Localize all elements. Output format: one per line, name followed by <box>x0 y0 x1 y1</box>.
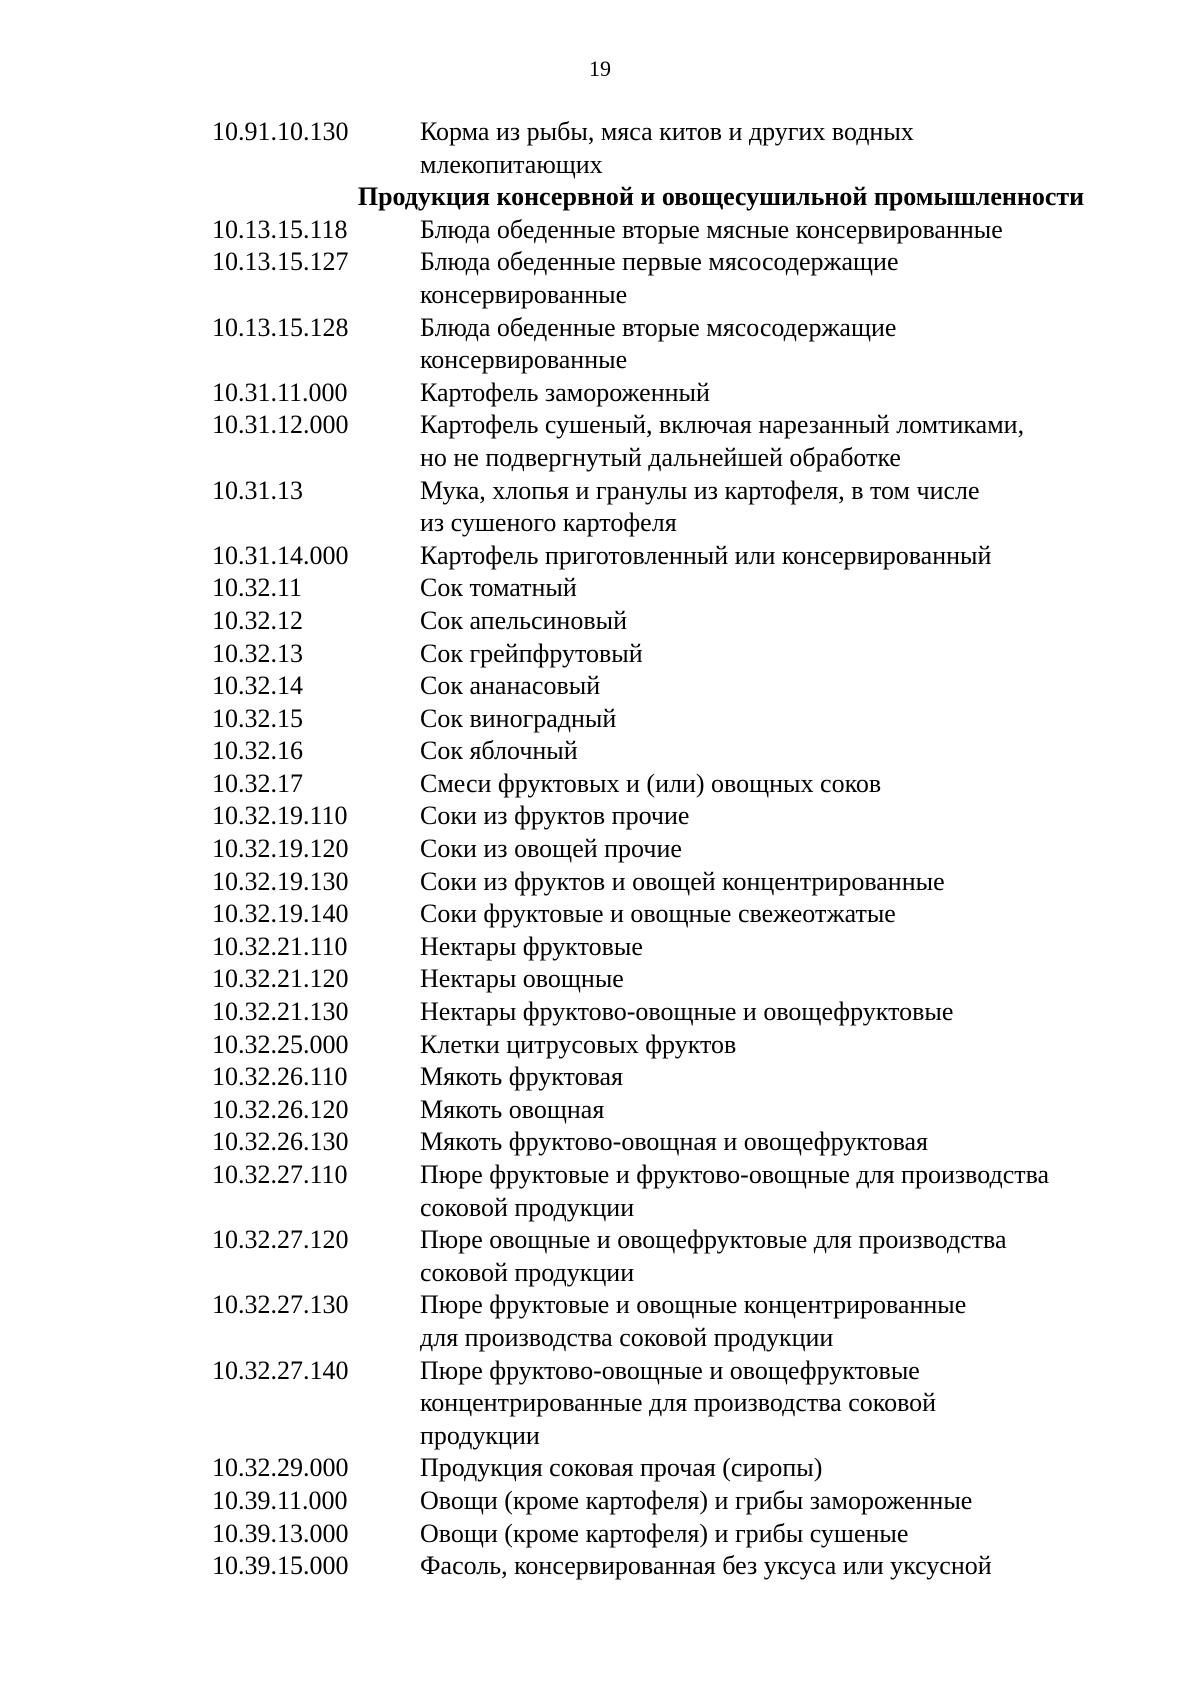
list-item <box>212 1061 1132 1094</box>
product-name: Пюре фруктово-овощные и овощефруктовые концентрированные для производства соковой продукции <box>420 1355 937 1450</box>
product-name: Нектары овощные <box>420 964 624 994</box>
product-name: Картофель приготовленный или консервированный <box>420 540 992 570</box>
list-item <box>212 768 1132 801</box>
okpd-code: 10.32.19.110 <box>212 801 348 831</box>
okpd-code: 10.32.27.140 <box>212 1355 349 1385</box>
list-item <box>212 1355 1132 1453</box>
list-item <box>212 1485 1132 1518</box>
product-name: Мука, хлопья и гранулы из картофеля, в том числе из сушеного картофеля <box>420 475 980 538</box>
okpd-code: 10.39.13.000 <box>212 1518 349 1548</box>
product-name: Блюда обеденные первые мясосодержащие консервированные <box>420 247 899 309</box>
okpd-code: 10.32.26.110 <box>212 1062 348 1092</box>
list-item <box>212 1518 1132 1551</box>
list-item <box>212 475 1132 540</box>
product-name: Соки из овощей прочие <box>420 834 682 864</box>
okpd-code: 10.31.11.000 <box>212 377 348 407</box>
list-item <box>212 1452 1132 1485</box>
list-item <box>212 214 1132 247</box>
okpd-code: 10.32.14 <box>212 671 303 701</box>
product-name: Картофель замороженный <box>420 377 710 407</box>
list-item <box>212 409 1132 474</box>
okpd-code: 10.91.10.130 <box>212 117 349 146</box>
okpd-code: 10.32.27.110 <box>212 1160 348 1189</box>
product-name: Овощи (кроме картофеля) и грибы сушеные <box>420 1518 909 1548</box>
page-number: 19 <box>589 56 611 81</box>
list-item <box>212 996 1132 1029</box>
product-name: Мякоть овощная <box>420 1094 605 1124</box>
okpd-code: 10.32.19.130 <box>212 866 349 896</box>
list-item <box>212 540 1132 573</box>
list-item <box>212 963 1132 996</box>
list-item <box>212 377 1132 410</box>
okpd-code: 10.32.25.000 <box>212 1029 349 1059</box>
product-name: Пюре овощные и овощефруктовые для производства соковой продукции <box>420 1225 1007 1287</box>
classification-list <box>212 116 1132 1583</box>
okpd-code: 10.31.12.000 <box>212 410 349 440</box>
product-name: Сок томатный <box>420 573 577 603</box>
okpd-code: 10.32.17 <box>212 768 303 798</box>
product-name: Пюре фруктовые и овощные концентрированные для производства соковой продукции <box>420 1290 967 1352</box>
product-name: Блюда обеденные вторые мясосодержащие консервированные <box>420 312 897 375</box>
list-item <box>212 866 1132 899</box>
okpd-code: 10.13.15.127 <box>212 247 349 277</box>
okpd-code: 10.32.19.120 <box>212 834 349 864</box>
list-item <box>212 1289 1132 1354</box>
list-item <box>212 1224 1132 1289</box>
okpd-code: 10.39.11.000 <box>212 1485 348 1515</box>
okpd-code: 10.31.13 <box>212 475 303 505</box>
okpd-code: 10.32.27.120 <box>212 1225 349 1255</box>
product-name: Клетки цитрусовых фруктов <box>420 1029 737 1059</box>
product-name: Продукция соковая прочая (сиропы) <box>420 1453 823 1483</box>
product-name: Сок яблочный <box>420 736 578 766</box>
okpd-code: 10.32.13 <box>212 638 303 668</box>
okpd-code: 10.32.21.130 <box>212 997 349 1027</box>
product-name: Нектары фруктовые <box>420 931 643 961</box>
list-item <box>212 312 1132 377</box>
list-item <box>212 116 1132 181</box>
list-item <box>212 1159 1132 1224</box>
okpd-code: 10.32.29.000 <box>212 1453 349 1483</box>
product-name: Сок грейпфрутовый <box>420 638 643 668</box>
okpd-code: 10.13.15.128 <box>212 312 349 342</box>
okpd-code: 10.32.21.120 <box>212 964 349 994</box>
list-item <box>212 1126 1132 1159</box>
product-name: Овощи (кроме картофеля) и грибы замороженные <box>420 1485 973 1515</box>
okpd-code: 10.32.21.110 <box>212 931 348 961</box>
list-item <box>212 833 1132 866</box>
list-item <box>212 735 1132 768</box>
list-item <box>212 800 1132 833</box>
product-name: Мякоть фруктово-овощная и овощефруктовая <box>420 1127 929 1157</box>
product-name: Мякоть фруктовая <box>420 1062 624 1092</box>
okpd-code: 10.31.14.000 <box>212 540 349 570</box>
okpd-code: 10.32.26.120 <box>212 1094 349 1124</box>
list-item <box>212 931 1132 964</box>
product-name: Пюре фруктовые и фруктово-овощные для производства соковой продукции <box>420 1160 1050 1222</box>
product-name: Соки из фруктов прочие <box>420 801 690 831</box>
list-item <box>212 1094 1132 1127</box>
product-name: Сок апельсиновый <box>420 605 627 635</box>
okpd-code: 10.13.15.118 <box>212 214 348 244</box>
product-name: Нектары фруктово-овощные и овощефруктовые <box>420 997 954 1027</box>
list-item <box>212 605 1132 638</box>
product-name: Смеси фруктовых и (или) овощных соков <box>420 768 882 798</box>
product-name: Соки из фруктов и овощей концентрированные <box>420 866 945 896</box>
product-name: Картофель сушеный, включая нарезанный ломтиками, но не подвергнутый дальнейшей обработке <box>420 410 1025 472</box>
okpd-code: 10.32.15 <box>212 703 303 733</box>
product-name: Корма из рыбы, мяса китов и других водных млекопитающих <box>420 117 914 179</box>
list-item <box>212 638 1132 671</box>
list-item <box>212 670 1132 703</box>
list-item <box>212 898 1132 931</box>
product-name: Сок ананасовый <box>420 671 601 701</box>
okpd-code: 10.32.11 <box>212 573 303 603</box>
section-heading: Продукция консервной и овощесушильной промышленности <box>357 182 1085 212</box>
okpd-code: 10.32.12 <box>212 605 303 635</box>
okpd-code: 10.32.27.130 <box>212 1290 349 1320</box>
okpd-code: 10.32.16 <box>212 736 303 766</box>
product-name: Блюда обеденные вторые мясные консервированные <box>420 214 1003 244</box>
product-name: Соки фруктовые и овощные свежеотжатые <box>420 899 896 929</box>
product-name: Сок виноградный <box>420 703 617 733</box>
okpd-code: 10.32.26.130 <box>212 1127 349 1157</box>
list-item <box>212 1029 1132 1062</box>
okpd-code: 10.32.19.140 <box>212 899 349 929</box>
list-item <box>212 572 1132 605</box>
list-item <box>212 246 1132 311</box>
list-item <box>212 1550 1132 1583</box>
list-item <box>212 703 1132 736</box>
product-name: Фасоль, консервированная без уксуса или уксусной <box>420 1551 992 1581</box>
okpd-code: 10.39.15.000 <box>212 1551 349 1581</box>
